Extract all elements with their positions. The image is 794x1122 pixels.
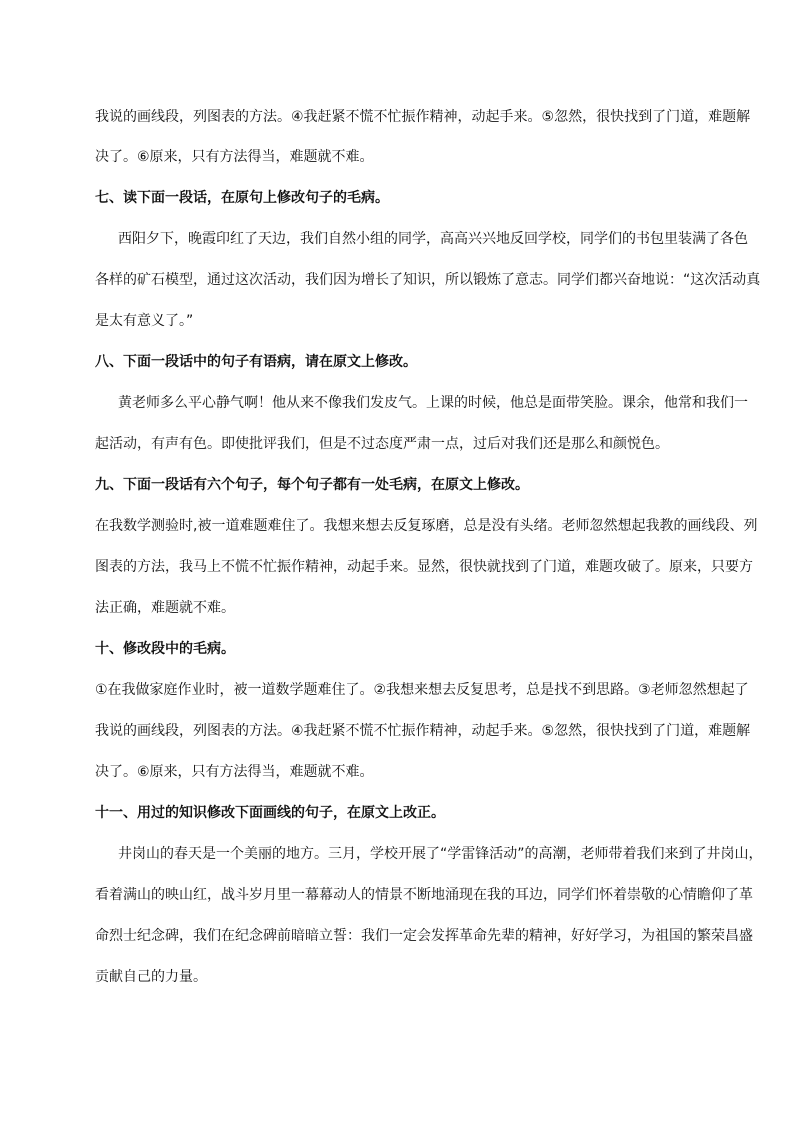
- paragraph-line: 贡献自己的力量。: [95, 969, 207, 985]
- section-heading-10: 十、修改段中的毛病。: [95, 641, 235, 657]
- section-heading-8: 八、下面一段话中的句子有语病，请在原文上修改。: [95, 354, 417, 370]
- paragraph-line: 命烈士纪念碑，我们在纪念碑前暗暗立誓：我们一定会发挥革命先辈的精神，好好学习，为祖国的繁荣昌盛: [95, 928, 753, 944]
- paragraph-line: ①在我做家庭作业时，被一道数学题难住了。②我想来想去反复思考，总是找不到思路。③老师忽然想起了: [95, 682, 749, 698]
- paragraph-line: 在我数学测验时,被一道难题难住了。我想来想去反复琢磨，总是没有头绪。老师忽然想起我教的画线段、列: [95, 518, 758, 534]
- paragraph-line: 是太有意义了。”: [95, 313, 194, 329]
- paragraph-line: 井岗山的春天是一个美丽的地方。三月，学校开展了“学雷锋活动”的高潮，老师带着我们来到了井岗山，: [118, 846, 763, 862]
- paragraph-line: 决了。⑥原来，只有方法得当，难题就不难。: [95, 149, 374, 165]
- paragraph-line: 我说的画线段，列图表的方法。④我赶紧不慌不忙振作精神，动起手来。⑤忽然，很快找到了门道，难题解: [95, 723, 751, 739]
- section-heading-9: 九、下面一段话有六个句子，每个句子都有一处毛病，在原文上修改。: [95, 477, 529, 493]
- paragraph-line: 起活动，有声有色。即使批评我们，但是不过态度严肃一点，过后对我们还是那么和颜悦色。: [95, 436, 669, 452]
- section-heading-11: 十一、用过的知识修改下面画线的句子，在原文上改正。: [95, 805, 445, 821]
- section-heading-7: 七、读下面一段话，在原句上修改句子的毛病。: [95, 190, 389, 206]
- paragraph-line: 各样的矿石模型，通过这次活动，我们因为增长了知识，所以锻炼了意志。同学们都兴奋地说：“这次活动真: [95, 272, 761, 288]
- paragraph-line: 西阳夕下，晚霞印红了天边，我们自然小组的同学，高高兴兴地反回学校，同学们的书包里装满了各色: [118, 231, 748, 247]
- paragraph-line: 决了。⑥原来，只有方法得当，难题就不难。: [95, 764, 374, 780]
- paragraph-line: 黄老师多么平心静气啊！他从来不像我们发皮气。上课的时候，他总是面带笑脸。课余，他常和我们一: [118, 395, 748, 411]
- paragraph-line: 看着满山的映山红，战斗岁月里一幕幕动人的情景不断地涌现在我的耳边，同学们怀着崇敬的心情瞻仰了革: [95, 887, 753, 903]
- paragraph-line: 法正确，难题就不难。: [95, 600, 235, 616]
- paragraph-line: 我说的画线段，列图表的方法。④我赶紧不慌不忙振作精神，动起手来。⑤忽然，很快找到了门道，难题解: [95, 109, 751, 125]
- paragraph-line: 图表的方法，我马上不慌不忙振作精神，动起手来。显然，很快就找到了门道，难题攻破了。原来，只要方: [95, 559, 753, 575]
